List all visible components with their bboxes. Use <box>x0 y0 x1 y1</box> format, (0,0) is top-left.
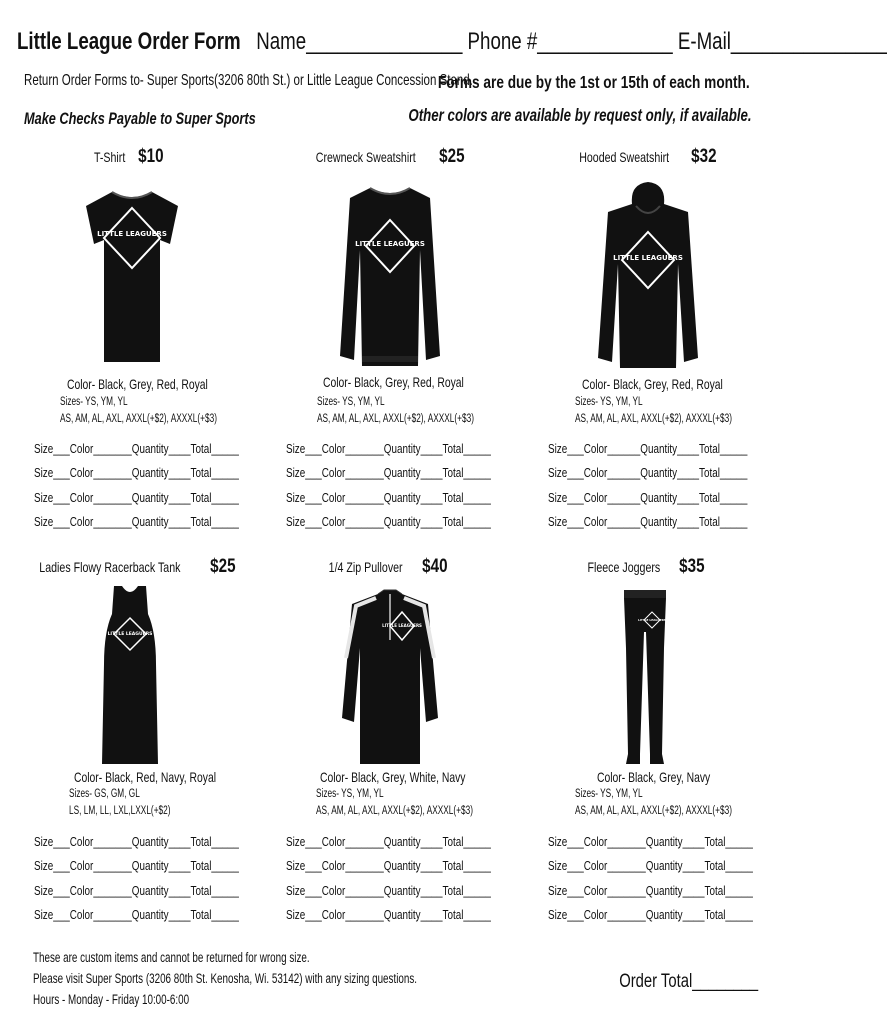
joggers-order-lines <box>548 831 818 928</box>
product-title <box>256 556 512 578</box>
hoodie-image <box>592 180 704 372</box>
order-line[interactable]: Size___Color______Quantity____Total_____ <box>548 489 748 505</box>
order-line[interactable]: Size___Color_______Quantity____Total_____ <box>286 834 491 849</box>
order-line[interactable]: Size___Color_______Quantity____Total_____ <box>548 882 753 898</box>
product-price: $32 <box>690 146 717 167</box>
logo-text: LITTLE LEAGUERS <box>613 254 683 262</box>
order-line[interactable]: Size___Color_______Quantity____Total_____ <box>34 465 239 481</box>
crewneck-colors: Color- Black, Grey, Red, Royal <box>323 374 464 390</box>
order-line[interactable]: Size___Color______Quantity____Total_____ <box>548 513 748 529</box>
quarter-zip-sizes-adult: AS, AM, AL, AXL, AXXL(+$2), AXXXL(+$3) <box>316 805 473 817</box>
product-price: $40 <box>422 556 448 577</box>
logo-text: LITTLE LEAGUERS <box>97 230 167 238</box>
logo-text: LITTLE LEAGUERS <box>107 632 153 637</box>
product-name: Crewneck Sweatshirt <box>315 149 416 165</box>
hoodie-sizes-adult: AS, AM, AL, AXL, AXXL(+$2), AXXXL(+$3) <box>575 413 732 425</box>
order-line[interactable]: Size___Color_______Quantity____Total_____ <box>548 906 753 922</box>
order-line[interactable]: Size___Color_______Quantity____Total_____ <box>34 834 239 849</box>
tank-order-lines <box>34 831 304 928</box>
tank-sizes-adult: LS, LM, LL, LXL,LXXL(+$2) <box>69 805 171 817</box>
hoodie-colors: Color- Black, Grey, Red, Royal <box>582 376 723 392</box>
product-name: Hooded Sweatshirt <box>578 149 669 165</box>
product-title <box>514 556 770 578</box>
product-name: Fleece Joggers <box>587 559 661 575</box>
joggers-sizes-youth: Sizes- YS, YM, YL <box>575 788 643 800</box>
order-line[interactable]: Size___Color_______Quantity____Total_____ <box>286 882 491 898</box>
quarter-zip-colors: Color- Black, Grey, White, Navy <box>320 769 466 785</box>
order-line[interactable]: Size___Color_______Quantity____Total_____ <box>286 489 491 505</box>
hoodie-sizes-youth: Sizes- YS, YM, YL <box>575 396 643 408</box>
product-title <box>0 556 256 578</box>
order-line[interactable]: Size___Color______Quantity____Total_____ <box>548 441 748 456</box>
tshirt-colors: Color- Black, Grey, Red, Royal <box>67 376 208 392</box>
product-title <box>0 146 256 168</box>
quarter-zip-image <box>340 588 440 768</box>
due-date-note: Forms are due by the 1st or 15th of each month. <box>438 72 750 92</box>
product-name: Ladies Flowy Racerback Tank <box>39 559 181 575</box>
quarter-zip-sizes-youth: Sizes- YS, YM, YL <box>316 788 384 800</box>
product-title <box>256 146 512 168</box>
order-line[interactable]: Size___Color_______Quantity____Total_____ <box>34 489 239 505</box>
phone-field-label: Phone #_____________ <box>467 28 673 55</box>
joggers-sizes-adult: AS, AM, AL, AXL, AXXL(+$2), AXXXL(+$3) <box>575 805 732 817</box>
logo-text: LITTLE LEAGUERS <box>638 618 666 622</box>
order-line[interactable]: Size___Color______Quantity____Total_____ <box>548 465 748 481</box>
crewneck-order-lines <box>286 438 556 535</box>
order-line[interactable]: Size___Color_______Quantity____Total_____ <box>34 906 239 922</box>
product-price: $35 <box>679 556 705 577</box>
other-colors-note: Other colors are available by request only, if available. <box>408 105 752 125</box>
product-price: $25 <box>210 556 236 577</box>
logo-text: LITTLE LEAGUERS <box>382 623 422 628</box>
product-name: 1/4 Zip Pullover <box>328 559 403 575</box>
product-price: $10 <box>138 146 164 167</box>
tshirt-order-lines <box>34 438 304 535</box>
joggers-colors: Color- Black, Grey, Navy <box>597 769 711 785</box>
order-line[interactable]: Size___Color_______Quantity____Total_____ <box>34 882 239 898</box>
product-title <box>514 146 770 168</box>
form-title: Little League Order Form <box>17 28 241 55</box>
tshirt-sizes-adult: AS, AM, AL, AXL, AXXL(+$2), AXXXL(+$3) <box>60 413 217 425</box>
order-line[interactable]: Size___Color_______Quantity____Total_____ <box>286 513 491 529</box>
product-name: T-Shirt <box>94 149 126 165</box>
tank-colors: Color- Black, Red, Navy, Royal <box>74 769 217 785</box>
order-line[interactable]: Size___Color_______Quantity____Total_____ <box>548 834 753 849</box>
hoodie-order-lines <box>548 438 810 535</box>
crewneck-image <box>334 180 446 370</box>
form-header <box>17 28 887 56</box>
order-line[interactable]: Size___Color_______Quantity____Total_____ <box>34 858 239 874</box>
tank-image <box>100 584 160 766</box>
product-price: $25 <box>439 146 465 167</box>
order-line[interactable]: Size___Color_______Quantity____Total_____ <box>286 906 491 922</box>
return-instructions: Return Order Forms to- Super Sports(3206 80th St.) or Little League Concession Stand. <box>24 72 473 89</box>
name-field-label: Name_______________ <box>256 28 463 55</box>
order-line[interactable]: Size___Color_______Quantity____Total_____ <box>286 441 491 456</box>
checks-payable-note: Make Checks Payable to Super Sports <box>24 109 256 128</box>
crewneck-sizes-youth: Sizes- YS, YM, YL <box>317 396 385 408</box>
order-line[interactable]: Size___Color_______Quantity____Total_____ <box>548 858 753 874</box>
order-line[interactable]: Size___Color_______Quantity____Total_____ <box>286 858 491 874</box>
order-line[interactable]: Size___Color_______Quantity____Total_____ <box>34 441 239 456</box>
joggers-image <box>620 588 670 766</box>
store-hours: Hours - Monday - Friday 10:00-6:00 <box>33 992 190 1007</box>
logo-text: LITTLE LEAGUERS <box>355 240 425 248</box>
quarter-zip-order-lines <box>286 831 556 928</box>
email-field-label: E-Mail_______________ <box>677 28 887 55</box>
tshirt-image <box>82 186 182 366</box>
tshirt-sizes-youth: Sizes- YS, YM, YL <box>60 396 128 408</box>
order-line[interactable]: Size___Color_______Quantity____Total_____ <box>286 465 491 481</box>
sizing-questions-note: Please visit Super Sports (3206 80th St. Kenosha, Wi. 53142) with any sizing questions. <box>33 971 418 986</box>
order-total-field[interactable]: Order Total________ <box>619 971 758 992</box>
tank-sizes-youth: Sizes- GS, GM, GL <box>69 788 140 800</box>
order-line[interactable]: Size___Color_______Quantity____Total_____ <box>34 513 239 529</box>
return-policy-note: These are custom items and cannot be returned for wrong size. <box>33 950 310 965</box>
crewneck-sizes-adult: AS, AM, AL, AXL, AXXL(+$2), AXXXL(+$3) <box>317 413 474 425</box>
